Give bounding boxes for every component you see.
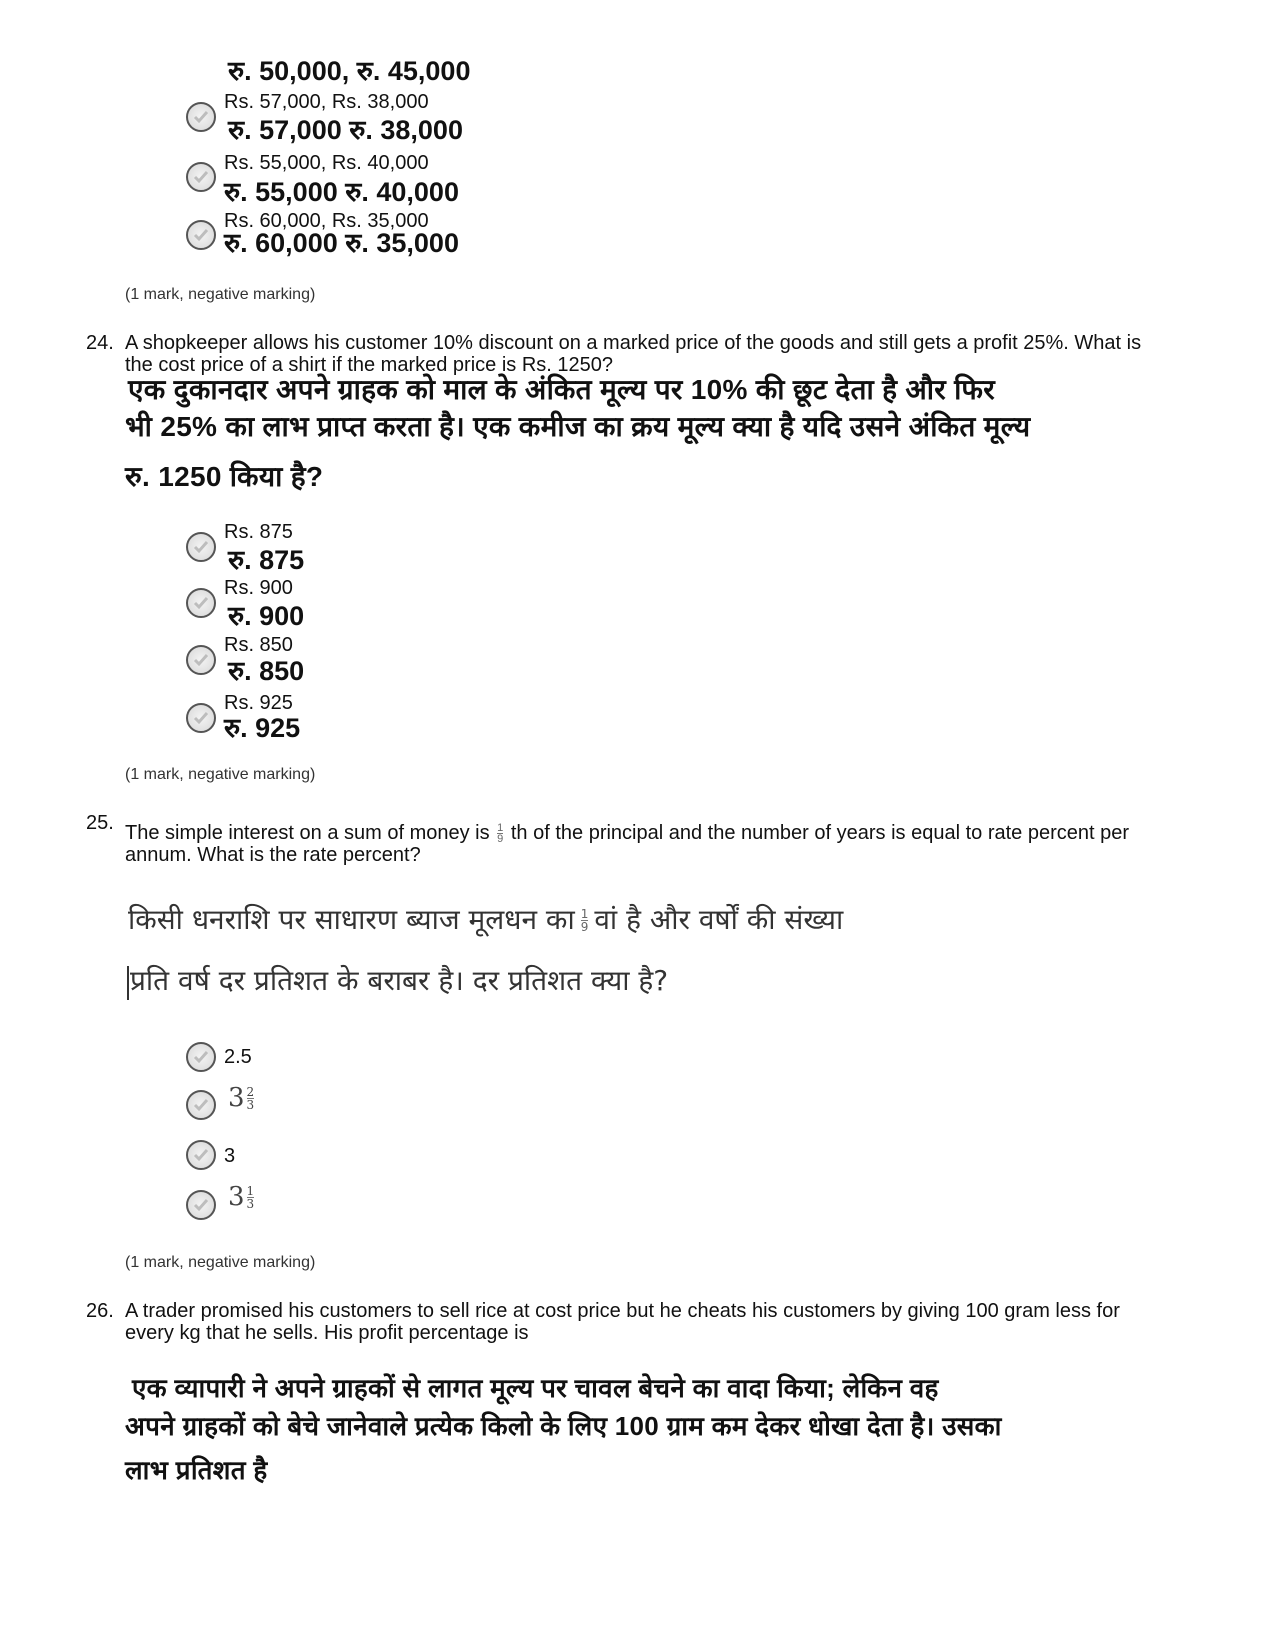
q24-option-4-en: Rs. 925 xyxy=(224,692,293,714)
q24-option-3-en: Rs. 850 xyxy=(224,634,293,656)
q25-marks-note: (1 mark, negative marking) xyxy=(125,1254,316,1271)
q25-option-2-den: 3 xyxy=(246,1097,255,1112)
q24-hindi-line-3: रु. 1250 किया है? xyxy=(125,461,324,492)
check-icon xyxy=(192,651,210,669)
check-icon xyxy=(192,538,210,556)
q25-option-1-radio[interactable] xyxy=(186,1042,216,1072)
q23-option-1-radio[interactable] xyxy=(186,102,216,132)
q25-option-2-radio[interactable] xyxy=(186,1090,216,1120)
q24-option-2-en: Rs. 900 xyxy=(224,577,293,599)
q24-option-2-hi: रु. 900 xyxy=(228,601,305,631)
q25-option-4-mixed-number xyxy=(228,1182,256,1212)
q25-hindi-line-1 xyxy=(128,903,843,937)
q25-fraction-num: 1 xyxy=(497,822,504,835)
q23-option-3-radio[interactable] xyxy=(186,220,216,250)
q24-hindi-line-2: भी 25% का लाभ प्राप्त करता है। एक कमीज का क्रय मूल्य क्या है यदि उसने अंकित मूल्य xyxy=(125,411,1031,442)
q25-option-4-num: 1 xyxy=(246,1183,255,1198)
q25-option-3-text: 3 xyxy=(224,1145,236,1167)
q25-option-2-mixed-number xyxy=(228,1083,256,1113)
check-icon xyxy=(192,1096,210,1114)
q25-hindi-line-1-after: वां है और वर्षों की संख्या xyxy=(594,903,844,936)
q25-question-text xyxy=(125,822,1155,866)
q25-option-4-radio[interactable] xyxy=(186,1190,216,1220)
check-icon xyxy=(192,108,210,126)
q24-option-1-radio[interactable] xyxy=(186,532,216,562)
q23-option-1-en: Rs. 57,000, Rs. 38,000 xyxy=(224,91,429,113)
q23-option-2-radio[interactable] xyxy=(186,162,216,192)
q25-option-4-den: 3 xyxy=(246,1196,255,1211)
q25-fraction xyxy=(497,823,503,844)
q24-option-4-radio[interactable] xyxy=(186,703,216,733)
q23-marks-note: (1 mark, negative marking) xyxy=(125,286,316,303)
q25-hindi-line-2: प्रति वर्ष दर प्रतिशत के बराबर है। दर प्रतिशत क्या है? xyxy=(130,964,669,997)
q24-option-1-hi: रु. 875 xyxy=(228,545,305,575)
q25-option-4-fraction xyxy=(247,1185,255,1210)
check-icon xyxy=(192,709,210,727)
q24-option-1-en: Rs. 875 xyxy=(224,521,293,543)
q25-option-2-num: 2 xyxy=(246,1084,255,1099)
q25-option-3-radio[interactable] xyxy=(186,1140,216,1170)
q23-option-3-hi: रु. 60,000 रु. 35,000 xyxy=(224,228,459,258)
q24-option-4-hi: रु. 925 xyxy=(224,713,301,743)
q25-option-1-text: 2.5 xyxy=(224,1046,252,1068)
check-icon xyxy=(192,168,210,186)
q23-hindi-option-line: रु. 50,000, रु. 45,000 xyxy=(228,56,471,86)
q23-option-1-hi: रु. 57,000 रु. 38,000 xyxy=(228,115,463,145)
q26-hindi-line-1: एक व्यापारी ने अपने ग्राहकों से लागत मूल्य पर चावल बेचने का वादा किया; लेकिन वह xyxy=(132,1373,939,1403)
check-icon xyxy=(192,226,210,244)
q23-option-2-en: Rs. 55,000, Rs. 40,000 xyxy=(224,152,429,174)
q26-hindi-line-2: अपने ग्राहकों को बेचे जानेवाले प्रत्येक किलो के लिए 100 ग्राम कम देकर धोखा देता है। उसका xyxy=(125,1411,1002,1441)
q26-hindi-line-3: लाभ प्रतिशत है xyxy=(125,1455,268,1485)
q24-option-2-radio[interactable] xyxy=(186,588,216,618)
check-icon xyxy=(192,594,210,612)
q25-text-after: th of the principal and the number of years is equal to rate percent per annum. What is the rate percent? xyxy=(125,822,1130,867)
check-icon xyxy=(192,1196,210,1214)
q25-text-before: The simple interest on a sum of money is xyxy=(125,822,490,844)
q23-option-3-en: Rs. 60,000, Rs. 35,000 xyxy=(224,210,429,232)
q25-hindi-fraction xyxy=(581,908,589,933)
q25-option-2-fraction xyxy=(247,1086,255,1111)
q24-question-text: A shopkeeper allows his customer 10% discount on a marked price of the goods and still gets a profit 25%. What is the cost price of a shirt if the marked price is Rs. 1250? xyxy=(125,332,1142,376)
q25-number: 25. xyxy=(86,812,114,834)
q23-option-2-hi: रु. 55,000 रु. 40,000 xyxy=(224,177,459,207)
q26-number: 26. xyxy=(86,1300,114,1322)
q24-option-3-radio[interactable] xyxy=(186,645,216,675)
q26-question-text: A trader promised his customers to sell rice at cost price but he cheats his customers by giving 100 gram less for every kg that he sells. His profit percentage is xyxy=(125,1300,1120,1344)
q25-fraction-den: 9 xyxy=(497,833,504,846)
q25-option-4-whole: 3 xyxy=(228,1182,245,1212)
q24-option-3-hi: रु. 850 xyxy=(228,656,305,686)
q24-number: 24. xyxy=(86,332,114,354)
q25-option-2-whole: 3 xyxy=(228,1083,245,1113)
q25-hindi-line-1-before: किसी धनराशि पर साधारण ब्याज मूलधन का xyxy=(128,903,575,936)
q24-hindi-line-1: एक दुकानदार अपने ग्राहक को माल के अंकित मूल्य पर 10% की छूट देता है और फिर xyxy=(128,374,996,405)
q24-marks-note: (1 mark, negative marking) xyxy=(125,766,316,783)
check-icon xyxy=(192,1048,210,1066)
q25-hindi-fraction-num: 1 xyxy=(580,906,589,921)
q25-hindi-fraction-den: 9 xyxy=(580,919,589,934)
text-cursor xyxy=(127,966,129,1000)
check-icon xyxy=(192,1146,210,1164)
